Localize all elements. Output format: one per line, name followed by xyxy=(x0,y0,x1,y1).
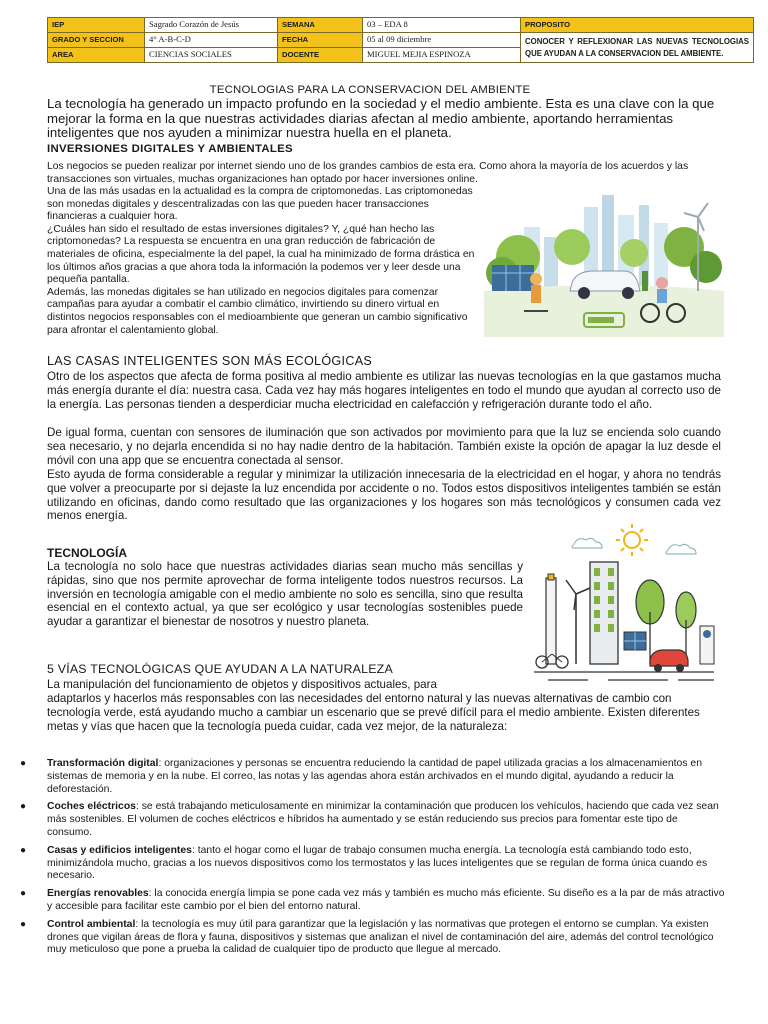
paragraph-cripto-2: ¿Cuáles han sido el resultado de estas inversiones digitales? Y, ¿qué han hecho las criptomonedas? La respuesta se encuentra en una gran reducción de fabricación de materiales de oficina, especialmente la del papel, la cual ha minimizado de forma drástica en los últimos años gracias a que ahora toda la información la podemos ver y leer desde una pequeña pantalla. xyxy=(47,223,475,286)
heading-casas: LAS CASAS INTELIGENTES SON MÁS ECOLÓGICAS xyxy=(47,354,373,368)
green-city-illustration xyxy=(484,187,724,337)
grado-value: 4° A-B-C-D xyxy=(145,33,278,48)
fecha-label: FECHA xyxy=(278,33,363,48)
semana-value: 03 – EDA 8 xyxy=(363,18,521,33)
school-name: Sagrado Corazón de Jesús xyxy=(145,18,278,33)
bullet-icon: ● xyxy=(20,918,27,930)
cripto-text-block xyxy=(47,186,479,337)
bullet-icon: ● xyxy=(20,758,27,769)
bullet-term: Energías renovables xyxy=(47,888,149,900)
bullet-item xyxy=(20,888,725,914)
bullet-icon: ● xyxy=(20,801,27,813)
paragraph-casas-1: Otro de los aspectos que afecta de forma positiva al medio ambiente es utilizar las nuevas tecnologías en la que gastamos mucha más energía durante el día: nuestra casa. Cada vez hay más hogares inteligentes en todo el mundo que ayudan al correcto uso de la energía. Las personas tienden a desperdiciar mucha electricidad en calefacción y refrigeración durante todo el año. xyxy=(47,370,721,411)
fecha-value: 05 al 09 diciembre xyxy=(363,33,521,48)
paragraph-casas-2: De igual forma, cuentan con sensores de iluminación que son activados por movimiento para que la luz se encienda solo cuando sea necesario, y no dejarla encendida si no hay nadie dentro de la habitación. También existe la opción de apagar la luz desde el móvil con una app que se encuentra conectada al sensor. xyxy=(47,426,721,467)
docente-label: DOCENTE xyxy=(278,48,363,63)
paragraph-cripto-1: Una de las más usadas en la actualidad es la compra de criptomonedas. Las criptomonedas son monedas digitales y descentralizadas con las que pueden hacer transacciones financieras a cualquier hora. xyxy=(47,186,473,223)
proposito-value: CONOCER Y REFLEXIONAR LAS NUEVAS TECNOLOGIAS QUE AYUDAN A LA CONSERVACION DEL AMBIENTE. xyxy=(521,33,754,63)
heading-inversiones: INVERSIONES DIGITALES Y AMBIENTALES xyxy=(47,143,293,155)
vias-bullet-list xyxy=(20,758,725,962)
page-title: TECNOLOGIAS PARA LA CONSERVACION DEL AMBIENTE xyxy=(209,84,531,96)
area-label: AREA xyxy=(48,48,145,63)
bullet-text: : la conocida energía limpia se pone cada vez más y también es mucho más eficiente. Su diseño es a la par de más atractivo y accesible para facilitar este cambio por el bien del entorno natural. xyxy=(47,888,725,912)
bullet-term: Coches eléctricos xyxy=(47,801,136,813)
proposito-label: PROPOSITO xyxy=(521,18,754,33)
paragraph-vias-1: La manipulación del funcionamiento de objetos y dispositivos actuales, para xyxy=(47,678,437,691)
bullet-icon: ● xyxy=(20,888,27,900)
bullet-term: Casas y edificios inteligentes xyxy=(47,844,192,856)
bullet-term: Control ambiental xyxy=(47,918,136,930)
paragraph-cripto-3: Además, las monedas digitales se han utilizado en negocios digitales para comenzar campañas para ayudar a combatir el cambio climático, invirtiendo su dinero virtual en distintos negocios responsables con el medioambiente que generan un cambio significativo para afrontar el calentamiento global. xyxy=(47,286,468,336)
paragraph-tecnologia: La tecnología no solo hace que nuestras actividades diarias sean mucho más sencillas y rápidas, sino que nos permite aprovechar de forma inteligente todos nuestros recursos. La inversión en tecnología amigable con el medio ambiente no solo es sencilla, sino que resulta esencial en el contexto actual, ya que ser ecológico y usar tecnologías sostenibles puede ayudar a garantizar el bienestar de nosotros y nuestro planeta. xyxy=(47,560,523,629)
semana-label: SEMANA xyxy=(278,18,363,33)
iep-label: IEP xyxy=(48,18,145,33)
bullet-term: Transformación digital xyxy=(47,758,159,769)
bullet-item xyxy=(20,758,725,796)
bullet-text: : la tecnología es muy útil para garantizar que la legislación y las normativas que protegen el entorno se cumplan. Ya existen drones que vigilan áreas de flora y fauna, dispositivos y sistemas que analizan el nivel de contaminación del aire, además del control tecnológico muy meticuloso que pone a prueba la calidad de cualquier tipo de producto que llegue al mercado. xyxy=(47,918,714,956)
bullet-text: : organizaciones y personas se encuentra reduciendo la cantidad de papel utilizada gracias a los almacenamientos en sistemas de memoria y en la nube. El correo, las notas y las agendas ahora están archivados en el mundo digital, ayudando a reducir la deforestación. xyxy=(47,758,702,795)
area-value: CIENCIAS SOCIALES xyxy=(145,48,278,63)
grado-label: GRADO Y SECCION xyxy=(48,33,145,48)
intro-paragraph: La tecnología ha generado un impacto profundo en la sociedad y el medio ambiente. Esta es una clave con la que mejorar la forma en la que nuestras actividades diarias afectan al medio ambiente, aportando herramientas inteligentes que nos ayuden a minimizar nuestra huella en el planeta. xyxy=(47,96,715,141)
bullet-item xyxy=(20,919,725,957)
paragraph-vias-2: adaptarlos y hacerlos más responsables con las necesidades del entorno natural y las nuevas alternativas de cambio con tecnología verde, está ayudando mucho a cambiar un escenario que se prevé difícil para el medio ambiente. Existen diferentes metas y vías que hacen que la tecnología pueda cuidar, cada vez mejor, de la naturaleza: xyxy=(47,692,700,733)
bullet-text: : se está trabajando meticulosamente en minimizar la contaminación que producen los vehículos, haciendo que cada vez sean más sostenibles. El volumen de coches eléctricos e híbridos ha aumentado y se están reduciendo sus precios para fomentar este tipo de consumo. xyxy=(47,801,719,838)
header-table xyxy=(47,17,754,63)
paragraph-negocios: Los negocios se pueden realizar por internet siendo uno de los grandes cambios de esta era. Como ahora la mayoría de los acuerdos y las transacciones son virtuales, muchas organizaciones han optado por hacer inversiones online. xyxy=(47,161,689,185)
bullet-icon: ● xyxy=(20,844,27,856)
bullet-item xyxy=(20,845,725,883)
heading-tecnologia: TECNOLOGÍA xyxy=(47,546,127,560)
bullet-text: : tanto el hogar como el lugar de trabajo consumen mucha energía. La tecnología está cambiando todo esto, minimizándola mucho, gracias a los nuevos dispositivos como los termostatos y las luces inteligentes que se regulan de forma única cuando es necesario. xyxy=(47,844,708,882)
paragraph-casas-3: Esto ayuda de forma considerable a regular y minimizar la utilización innecesaria de la electricidad en el hogar, y ahora no tendrás que volver a preocuparte por si dejaste la luz encendida por accidente o no. Todos estos dispositivos inteligentes también se están utilizando en oficinas, dando como resultado que las organizaciones y los hogares son más tecnológicos y consumen cada vez menos energía. xyxy=(47,468,721,523)
heading-cinco-vias: 5 VÍAS TECNOLÓGICAS QUE AYUDAN A LA NATURALEZA xyxy=(47,662,393,676)
bullet-item xyxy=(20,801,725,839)
eco-city-illustration xyxy=(528,522,720,690)
docente-value: MIGUEL MEJIA ESPINOZA xyxy=(363,48,521,63)
